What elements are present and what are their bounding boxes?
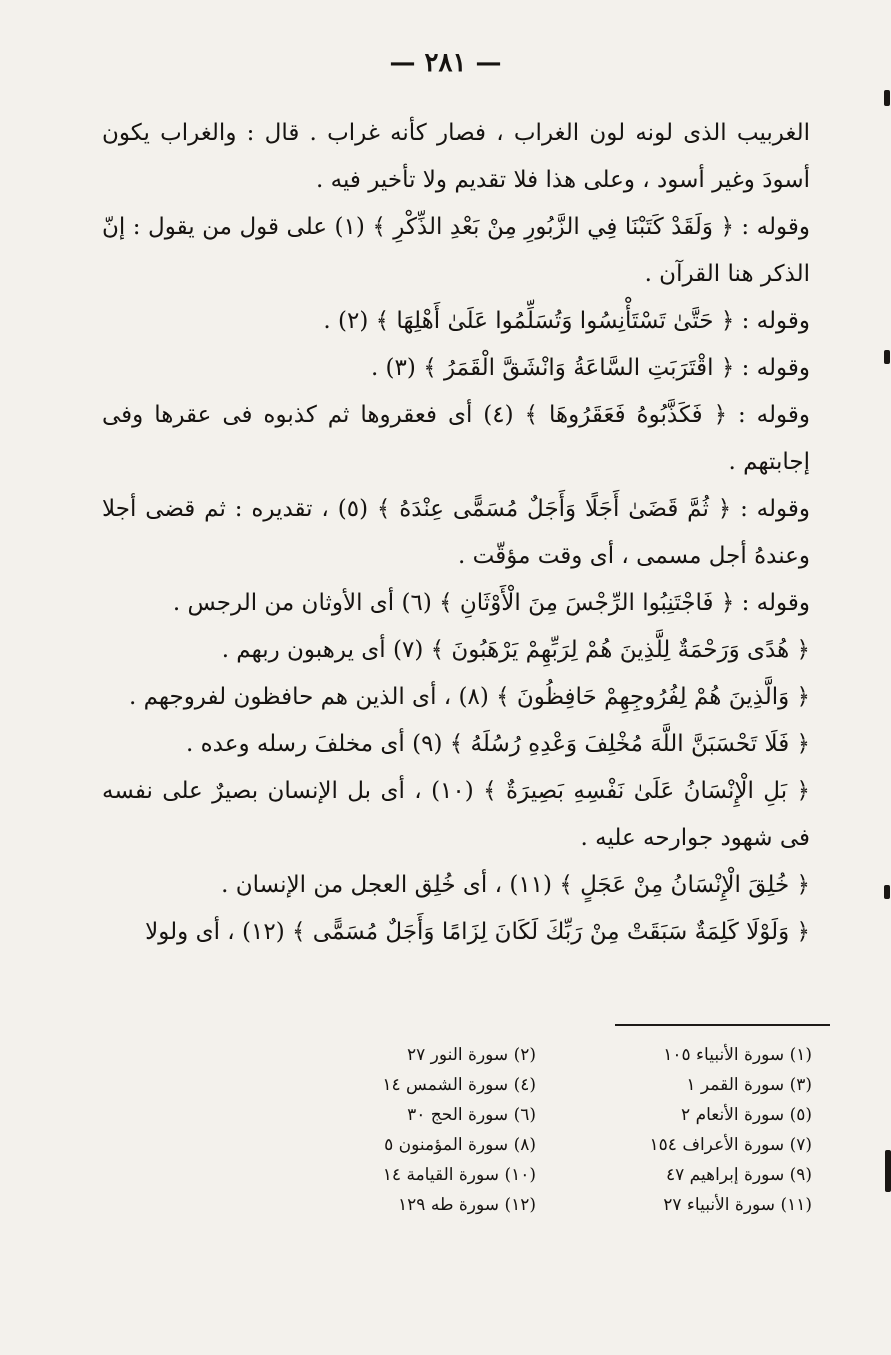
page-number xyxy=(0,48,891,78)
footnote-12: (١٢) سورة طه ١٢٩ xyxy=(398,1195,536,1215)
paragraph-8: ﴿ هُدًى وَرَحْمَةٌ لِلَّذِينَ هُمْ لِرَبِّهِمْ يَرْهَبُونَ ﴾ (٧) أى يرهبون ربهم . xyxy=(221,637,810,663)
footnote-row xyxy=(300,1100,812,1130)
paragraph-12: ﴿ خُلِقَ الْإِنْسَانُ مِنْ عَجَلٍ ﴾ (١١) ، أى خُلِق العجل من الإنسان . xyxy=(221,872,810,898)
margin-ink-mark xyxy=(884,90,890,106)
paragraph-2: وقوله : ﴿ وَلَقَدْ كَتَبْنَا فِي الزَّبُورِ مِنْ بَعْدِ الذِّكْرِ ﴾ (١) على قول من يقول : إنّ الذكر هنا القرآن . xyxy=(102,214,810,287)
footnote-1: (١) سورة الأنبياء ١٠٥ xyxy=(663,1045,812,1065)
footnote-row xyxy=(300,1040,812,1070)
footnote-3: (٣) سورة القمر ١ xyxy=(686,1075,812,1095)
margin-ink-mark xyxy=(884,885,890,899)
footnote-row xyxy=(300,1160,812,1190)
paragraph-13: ﴿ وَلَوْلَا كَلِمَةٌ سَبَقَتْ مِنْ رَبِّكَ لَكَانَ لِزَامًا وَأَجَلٌ مُسَمًّى ﴾ (١٢) ، أى ولولا xyxy=(145,919,810,945)
paragraph-1: الغربيب الذى لونه لون الغراب ، فصار كأنه غراب . قال : والغراب يكون أسودَ وغير أسود ، وعلى هذا فلا تقديم ولا تأخير فيه . xyxy=(102,120,810,193)
margin-ink-mark xyxy=(884,350,890,364)
paragraph-4: وقوله : ﴿ اقْتَرَبَتِ السَّاعَةُ وَانْشَقَّ الْقَمَرُ ﴾ (٣) . xyxy=(370,355,810,381)
footnote-row xyxy=(300,1130,812,1160)
footnote-4: (٤) سورة الشمس ١٤ xyxy=(382,1075,536,1095)
paragraph-6: وقوله : ﴿ ثُمَّ قَضَىٰ أَجَلًا وَأَجَلٌ مُسَمًّى عِنْدَهُ ﴾ (٥) ، تقديره : ثم قضى أجلا وعندهُ أجل مسمى ، أى وقت مؤقّت . xyxy=(102,496,811,569)
footnote-separator xyxy=(615,1024,830,1026)
paragraph-10: ﴿ فَلَا تَحْسَبَنَّ اللَّهَ مُخْلِفَ وَعْدِهِ رُسُلَهُ ﴾ (٩) أى مخلفَ رسله وعده . xyxy=(185,731,810,757)
margin-ink-mark xyxy=(885,1150,891,1192)
footnote-11: (١١) سورة الأنبياء ٢٧ xyxy=(663,1195,812,1215)
paragraph-9: ﴿ وَالَّذِينَ هُمْ لِفُرُوجِهِمْ حَافِظُونَ ﴾ (٨) ، أى الذين هم حافظون لفروجهم . xyxy=(128,684,810,710)
footnote-9: (٩) سورة إبراهيم ٤٧ xyxy=(666,1165,812,1185)
footnote-8: (٨) سورة المؤمنون ٥ xyxy=(384,1135,536,1155)
footnote-7: (٧) سورة الأعراف ١٥٤ xyxy=(649,1135,812,1155)
footnote-5: (٥) سورة الأنعام ٢ xyxy=(681,1105,812,1125)
paragraph-7: وقوله : ﴿ فَاجْتَنِبُوا الرِّجْسَ مِنَ الْأَوْثَانِ ﴾ (٦) أى الأوثان من الرجس . xyxy=(172,590,810,616)
body-text xyxy=(102,110,810,956)
page-number-text: — ٢٨١ — xyxy=(389,48,502,78)
footnote-row xyxy=(300,1070,812,1100)
footnote-10: (١٠) سورة القيامة ١٤ xyxy=(382,1165,536,1185)
footnote-6: (٦) سورة الحج ٣٠ xyxy=(407,1105,536,1125)
paragraph-11: ﴿ بَلِ الْإِنْسَانُ عَلَىٰ نَفْسِهِ بَصِيرَةٌ ﴾ (١٠) ، أى بل الإنسان بصيرٌ على نفسه فى شهود جوارحه عليه . xyxy=(102,778,810,851)
footnotes xyxy=(300,1040,812,1220)
footnote-row xyxy=(300,1190,812,1220)
footnote-2: (٢) سورة النور ٢٧ xyxy=(406,1045,536,1065)
paragraph-5: وقوله : ﴿ فَكَذَّبُوهُ فَعَقَرُوهَا ﴾ (٤) أى فعقروها ثم كذبوه فى عقرها وفى إجابتهم . xyxy=(102,402,810,475)
paragraph-3: وقوله : ﴿ حَتَّىٰ تَسْتَأْنِسُوا وَتُسَلِّمُوا عَلَىٰ أَهْلِهَا ﴾ (٢) . xyxy=(323,308,810,334)
